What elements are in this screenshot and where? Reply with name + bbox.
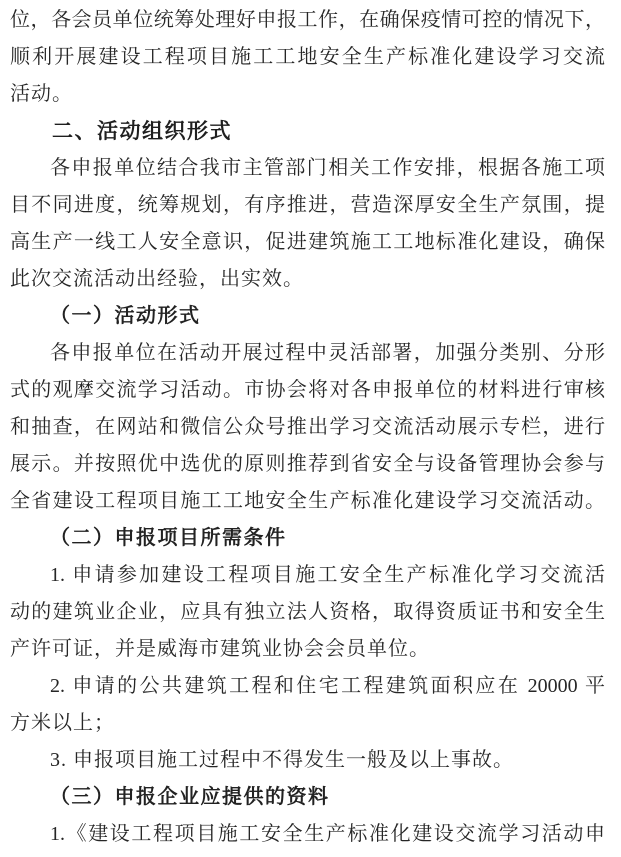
paragraph-line: 2. 申请的公共建筑工程和住宅工程建筑面积应在 20000 平 — [50, 675, 605, 697]
paragraph-line: 此次交流活动出经验，出实效。 — [10, 268, 304, 290]
subsection-heading: （三）申报企业应提供的资料 — [50, 786, 330, 808]
paragraph-line: 3. 申报项目施工过程中不得发生一般及以上事故。 — [50, 749, 514, 771]
paragraph-line: 动的建筑业企业，应具有独立法人资格，取得资质证书和安全生 — [10, 601, 605, 623]
document-body — [10, 2, 605, 853]
paragraph-line: 各申报单位在活动开展过程中灵活部署，加强分类别、分形 — [50, 342, 605, 364]
paragraph-line: 各申报单位结合我市主管部门相关工作安排，根据各施工项 — [50, 157, 605, 179]
paragraph-line: 活动。 — [10, 83, 73, 105]
paragraph-line: 产许可证，并是威海市建筑业协会会员单位。 — [10, 638, 430, 660]
paragraph-line: 式的观摩交流学习活动。市协会将对各申报单位的材料进行审核 — [10, 379, 605, 401]
paragraph-line: 高生产一线工人安全意识，促进建筑施工工地标准化建设，确保 — [10, 231, 605, 253]
paragraph-line: 方米以上； — [10, 712, 115, 734]
paragraph-line: 全省建设工程项目施工工地安全生产标准化建设学习交流活动。 — [10, 490, 605, 512]
subsection-heading: （二）申报项目所需条件 — [50, 527, 287, 549]
paragraph-line: 1.《建设工程项目施工安全生产标准化建设交流学习活动申 — [50, 823, 605, 845]
paragraph-line: 和抽查，在网站和微信公众号推出学习交流活动展示专栏，进行 — [10, 416, 605, 438]
paragraph-line: 展示。并按照优中选优的原则推荐到省安全与设备管理协会参与 — [10, 453, 605, 475]
paragraph-line: 目不同进度，统筹规划，有序推进，营造深厚安全生产氛围，提 — [10, 194, 605, 216]
paragraph-line: 1. 申请参加建设工程项目施工安全生产标准化学习交流活 — [50, 564, 605, 586]
subsection-heading: （一）活动形式 — [50, 305, 201, 327]
section-heading: 二、活动组织形式 — [52, 120, 232, 143]
paragraph-line: 顺利开展建设工程项目施工工地安全生产标准化建设学习交流 — [10, 46, 605, 68]
paragraph-line: 位，各会员单位统筹处理好申报工作，在确保疫情可控的情况下， — [10, 9, 605, 31]
